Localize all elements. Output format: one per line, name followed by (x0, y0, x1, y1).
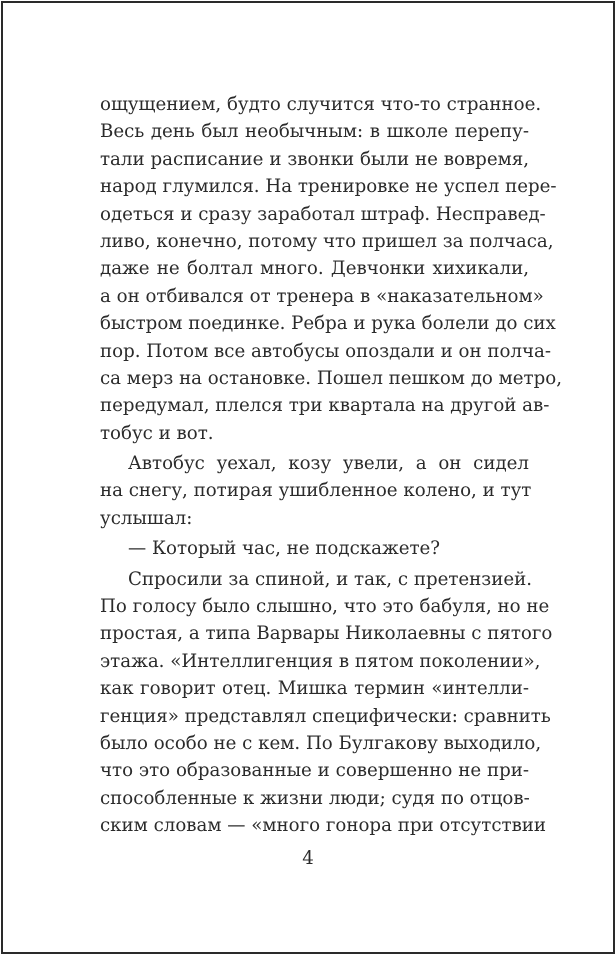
text-line: — Который час, не подскажете? (128, 538, 441, 560)
text-line: Спросили за спиной, и так, с претензией. (128, 568, 533, 590)
text-line: народ глумился. На тренировке не успел пере- (100, 176, 557, 198)
text-line: даже не болтал много. Девчонки хихикали, (100, 258, 529, 280)
text-line: са мерз на остановке. Пошел пешком до метро, (100, 367, 562, 389)
text-line: этажа. «Интеллигенция в пятом поколении», (100, 650, 541, 672)
text-line: ощущением, будто случится что-то странное. (100, 94, 542, 115)
text-line: услышал: (100, 507, 193, 529)
text-line: Автобус уехал, козу увели, а он сидел (128, 453, 529, 475)
text-line: простая, а типа Варвары Николаевны с пятого (100, 623, 553, 645)
text-line: одеться и сразу заработал штраф. Несправед- (100, 203, 546, 225)
page-text (100, 91, 562, 840)
text-line: генция» представлял специфически: сравнить (100, 705, 551, 727)
text-line: ливо, конечно, потому что пришел за полчаса, (100, 230, 554, 252)
text-line: тобус и вот. (100, 422, 214, 444)
text-line: быстром поединке. Ребра и рука болели до сих (100, 313, 556, 335)
text-line: на снегу, потирая ушибленное колено, и тут (100, 480, 532, 502)
text-line: что это образованные и совершенно не при- (100, 760, 529, 782)
text-line: Весь день был необычным: в школе перепу- (100, 121, 529, 143)
text-line: ским словам — «много гонора при отсутствии (100, 815, 547, 837)
text-line: тали расписание и звонки были не вовремя, (100, 148, 529, 170)
text-line: как говорит отец. Мишка термин «интелли- (100, 678, 529, 700)
text-line: передумал, плелся три квартала на другой ав- (100, 395, 550, 417)
text-line: было особо не с кем. По Булгакову выходило, (100, 732, 542, 754)
text-line: способленные к жизни люди; судя по отцов- (100, 787, 530, 809)
text-line: пор. Потом все автобусы опоздали и он полча- (100, 340, 552, 362)
page-number: 4 (302, 848, 314, 869)
text-line: По голосу было слышно, что это бабуля, но не (100, 596, 550, 618)
text-line: а он отбивался от тренера в «наказательном» (100, 285, 544, 307)
